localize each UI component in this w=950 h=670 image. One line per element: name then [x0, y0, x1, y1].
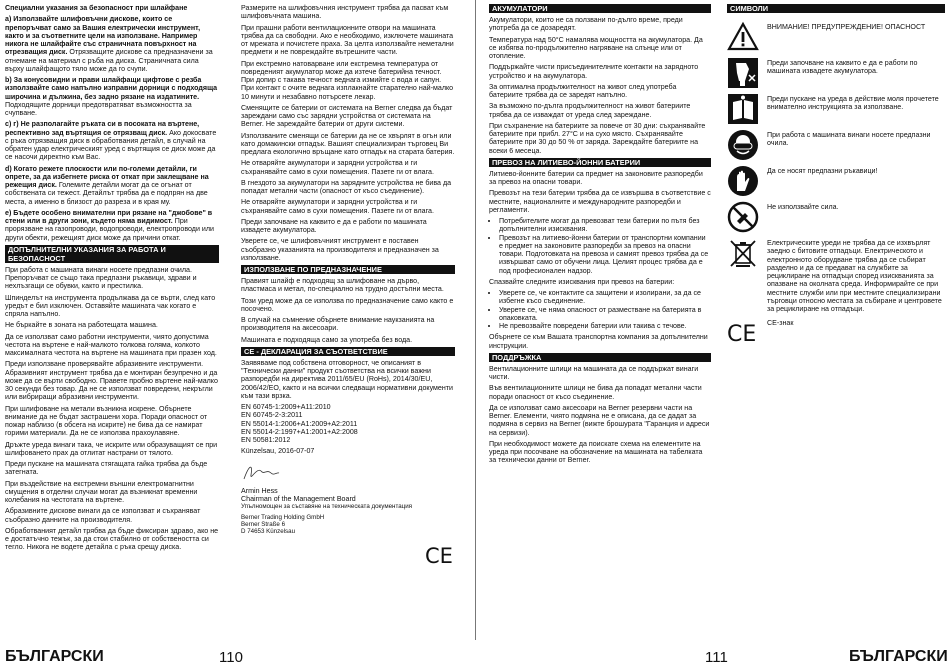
bullet-list	[489, 289, 711, 330]
safety-goggles-icon	[727, 129, 759, 161]
list-item: • Превозът на литиево-йонни батерии от транспортни компании е предмет на законовите разпоредби за превоз на опасни товари. Подготовката на превоза и самият превоз трябва да се извършват само от обучени лица. Целият процес трябва да е под професионален надзор.	[499, 234, 711, 275]
rule-d: d) Когато режете плоскости или по-големи детайли, ги опрете, за да избегнете риска от откат при заклещване на режещия диск. Големите детайли могат да се огънат от собствената си тежест. Детайлът трябва да е подпрян на две места, а именно в близост до разреза и в края му.	[5, 164, 209, 206]
paragraph: Сменящите се батерии от системата на Berner следва да бъдат зареждани само със зарядни устройства от системата на Berner. Не зареждайте батерии от други системи.	[241, 103, 453, 129]
svg-text:CE: CE	[727, 322, 757, 348]
paragraph: Температура над 50°C намалява мощността на акумулатора. Да се избягва по-продължително нагряване на слънце или от отопление.	[489, 35, 703, 60]
paragraph: Шпинделът на инструмента продължава да се върти, след като уредът е бил изключен. Оставяйте машината чак когато е спряла напълно.	[5, 293, 216, 318]
section-heading-use: ИЗПОЛЗВАНЕ ПО ПРЕДНАЗНАЧЕНИЕ	[241, 265, 455, 274]
paragraph: Правият шлайф е подходящ за шлифоване на дърво, пластмаса и метал, по-специално на трудно достъпни места.	[241, 277, 444, 294]
symbol-row-goggles	[727, 129, 945, 161]
company-line: D 74653 Künzelsau	[241, 528, 296, 536]
remove-battery-icon	[727, 57, 759, 89]
section-heading-symbols: СИМВОЛИ	[727, 4, 945, 13]
symbol-row-weee	[727, 237, 945, 313]
paragraph: Обърнете се към Вашата транспортна компания за допълнителни инструкции.	[489, 333, 708, 350]
symbol-text: Електрическите уреди не трябва да се изхвърлят заедно с битовите отпадъци. Електрическото и електронното оборудване трябва да се събират разделно и да се предават на службите за рециклиране на отпадъци според изискванията за опазване на околната среда. Информирайте се при местните служби или при местните специализирани търговци относно местата за събиране и центровете за рециклиране на отпадъци.	[767, 239, 942, 313]
symbol-row-manual	[727, 93, 945, 125]
intro-title: Специални указания за безопасност при шлайфане	[5, 4, 188, 12]
signer-name: Armin Hess	[241, 486, 278, 495]
rule-e: e) Бъдете особено внимателни при рязане на "джобове" в стени или в други зони, където няма видимост. При прорязване на газопроводи, водопроводи, електропроводи или други обекти, режещият диск може да причини откат.	[5, 208, 214, 242]
paragraph: Абразивните дискове винаги да се използват и съхраняват съобразно данните на производителя.	[5, 507, 201, 524]
paragraph: При работа с машината винаги носете предпазни очила. Препоръчват се също така предпазни ръкавици, здрави и нехлъзгащи се обувки, както и престилка.	[5, 265, 197, 291]
svg-text:CE: CE	[425, 544, 453, 566]
paragraph: Обработваният детайл трябва да бъде фиксиран здраво, ако не е достатъчно тежък, за да стои стабилно от собствеността си тегло. Никога не водете детайла с ръка срещу диска.	[5, 526, 219, 552]
list-item: • Не превозвайте повредени батерии или такива с течове.	[499, 322, 711, 330]
paragraph: Превозът на тези батерии трябва да се извършва в съответствие с местните, националните и международните разпоредби и регламенти.	[489, 189, 711, 214]
paragraph: За възможно по-дълга продължителност на живот батериите трябва да се изваждат от уреда след зареждане.	[489, 102, 691, 119]
paragraph: Машината е подходяща само за употреба без вода.	[241, 335, 413, 344]
symbol-row-warning	[727, 21, 945, 53]
symbol-text: При работа с машината винаги носете предпазни очила.	[767, 131, 931, 148]
paragraph: Този уред може да се използва по предназначение само както е посочено.	[241, 296, 454, 313]
paragraph: Използваните сменящи се батерии да не се хвърлят в огън или като домакински отпадък. Вашият специализиран търговец Ви предлага екологично връщане като отпадък на старата батерия.	[241, 131, 455, 156]
section-heading-accumulators: АКУМУЛАТОРИ	[489, 4, 711, 13]
column-1	[5, 4, 219, 555]
safety-gloves-icon	[727, 165, 759, 197]
list-item: • Уверете се, че няма опасност от разместване на батерията в опаковката.	[499, 306, 711, 323]
ce-mark-icon	[727, 317, 759, 349]
paragraph: Да се използват само работни инструменти, чиято допустима честота на въртене е най-малкото толкова голяма, колкото максималната честота на въртене на машината при празен ход.	[5, 332, 217, 357]
paragraph: Размерите на шлифовъчния инструмент трябва да пасват към шлифовъчната машина.	[241, 4, 449, 21]
paragraph: Литиево-йонните батерии са предмет на законовите разпоредби за превоз на опасни товари.	[489, 169, 703, 186]
symbol-row-no-force	[727, 201, 945, 233]
paragraph: Не бъркайте в зоната на работещата машина.	[5, 321, 158, 330]
column-4	[727, 4, 945, 353]
paragraph: Спазвайте следните изисквания при превоз на батерии:	[489, 277, 675, 286]
ce-mark-icon	[424, 544, 454, 566]
standard-item: EN 55014-2:1997+A1:2001+A2:2008	[241, 427, 358, 436]
paragraph: При прашни работи вентилационните отвори на машината трябва да са свободни. Ако е необходимо, изключете машината от мрежата и почистете праха. За целта използвайте неметални предмети и не повреждайте вътрешните части.	[241, 23, 454, 57]
page-number-left: 110	[219, 649, 243, 666]
paragraph: При шлифоване на метали възникна искрене. Обърнете внимание да не бъдат застрашени хора. Поради опасност от пожар наблизо (в обсега на искрите) не бива да се намират горими материали. Да не се използва прахоулавяне.	[5, 404, 208, 438]
section-heading-ce: CE - ДЕКЛАРАЦИЯ ЗА СЪОТВЕТСТВИЕ	[241, 347, 455, 356]
list-item: • Уверете се, че контактите са защитени и изолирани, за да се избегне късо съединение.	[499, 289, 711, 306]
paragraph: Не отваряйте акумулатори и зарядни устройства и ги съхранявайте само в сухи помещения. Пазете ги от влага.	[241, 159, 434, 176]
page-divider	[475, 0, 476, 640]
section-heading-maintenance: ПОДДРЪЖКА	[489, 353, 711, 362]
place-date: Künzelsau, 2016-07-07	[241, 447, 315, 456]
documentation-note: Упълномощен за съставяне на техническата документация	[241, 503, 413, 511]
signature-image	[241, 461, 281, 483]
paragraph: При въздействие на екстремни външни електромагнитни смущения в отделни случаи могат да възникнат временни колебания на честотата на въртене.	[5, 479, 198, 504]
footer-language-left: БЪЛГАРСКИ	[5, 648, 104, 665]
paragraph: Във вентилационните шлици не бива да попадат метални части поради опасност от късо съединение.	[489, 384, 702, 401]
paragraph: Акумулатори, които не са ползвани по-дълго време, преди употреба да се дозаредят.	[489, 16, 683, 33]
symbol-text: Да се носят предпазни ръкавици!	[767, 167, 878, 175]
paragraph: Преди пускане на машината стягащата гайка трябва да бъде затегната.	[5, 460, 208, 477]
rule-b: b) За конусовидни и прави шлайфащи цифтове с резба използвайте само напълно изправни дорници с подходяща широчина и дължина, без задно рязане на издатините. Подходящите дорници предотвратяват възможността за счупване.	[5, 76, 218, 117]
symbol-text: CE-знак	[767, 319, 794, 328]
paragraph: При необходимост можете да поискате схема на елементите на уреда при посочване на обозначение на машината на табелката за технически данни от Berner.	[489, 439, 703, 465]
standards-list	[241, 403, 455, 444]
paragraph: Поддържайте чисти присъединителните контакти на зарядното устройство и на акумулатора.	[489, 63, 699, 80]
symbol-text: Преди започване на каквито е да е работи по машината извадете акумулатора.	[767, 59, 918, 76]
rule-c: c) г) Не разполагайте ръката си в посоката на въртене, респективно зад въртящия се отрязващ диск. Ако докосвате с ръка отрязващия диск в обработвания детайл, в случай на обратен удар електрическият уред с въртящия се диск може да се насочи директно към Вас.	[5, 120, 217, 162]
paragraph: Преди започване на каквито е да е работи по машината извадете акумулатора.	[241, 217, 427, 234]
paragraph: Дръжте уреда винаги така, че искрите или образуващият се при шлифоването прах да отлитат настрани от тялото.	[5, 440, 218, 457]
standard-item: EN 50581:2012	[241, 436, 291, 444]
symbol-text: Не използвайте сила.	[767, 203, 839, 211]
paragraph: Вентилационните шлици на машината да се поддържат винаги чисти.	[489, 364, 699, 381]
paragraph: Уверете се, че шлифовъчният инструмент е поставен съобразно указанията на производителя и предназначен за използване.	[241, 237, 439, 262]
symbol-row-remove-battery	[727, 57, 945, 89]
column-2	[241, 4, 455, 566]
warning-triangle-icon	[727, 21, 759, 53]
page-number-right: 111	[705, 649, 728, 666]
paragraph: При екстремно натоварване или екстремна температура от повреденият акумулатор може да изтече батерийна течност. При допир с такава течност веднага измийте с вода и сапун. При контакт с очите веднага изплакнайте старателно най-малко 10 минути и незабавно потърсете лекар.	[241, 59, 454, 101]
company-line: Berner Trading Holding GmbH	[241, 513, 325, 521]
bullet-list	[489, 217, 711, 275]
section-heading-transport: ПРЕВОЗ НА ЛИТИЕВО-ЙОННИ БАТЕРИИ	[489, 158, 711, 167]
rule-a: a) Използвайте шлифовъчни дискове, които се препоръчват само за Вашия електрически инструмент, както и за съответните цели на използване. Например никога не шлайфайте със страничната повърхност на отрезващия диск. Отрязващите дискове са предназначени за отнемане на материал с ръба на диска. Страничната сила върху шлайфащото тяло може да го счупи.	[5, 15, 213, 73]
standard-item: EN 60745-2-3:2011	[241, 411, 303, 420]
crossed-bin-icon	[727, 237, 759, 269]
standard-item: EN 55014-1:2006+A1:2009+A2:2011	[241, 419, 358, 428]
section-heading-additional: ДОПЪЛНИТЕЛНИ УКАЗАНИЯ ЗА РАБОТА И БЕЗОПАСНОСТ	[5, 245, 219, 263]
symbol-text: ВНИМАНИЕ! ПРЕДУПРЕЖДЕНИЕ! ОПАСНОСТ	[767, 23, 926, 31]
paragraph: В случай на съмнение обърнете внимание наукзанията на производителя на аксесоари.	[241, 316, 435, 333]
paragraph: Не отваряйте акумулатори и зарядни устройства и ги съхранявайте само в сухи помещения. Пазете ги от влага.	[241, 198, 434, 215]
paragraph: За оптимална продължителност на живот след употреба батериите трябва да се заредят напълно.	[489, 82, 677, 99]
symbol-text: Преди пускане на уреда в действие моля прочетете внимателно инструкцията за използване.	[767, 95, 939, 112]
paragraph: Заявяваме под собствена отговорност, че описаният в "Технически данни" продукт съответства на всички важни разпоредби на директива 2011/65/EU (RoHs), 2014/30/EU, 2006/42/EO, както и на всички следващи нормативни документи към тази врзка.	[241, 358, 453, 400]
paragraph: Преди използване проверявайте абразивните инструменти. Абразивният инструмент трябва да е монтиран безупречно и да може да се върти свободно. Правете пробно въртене най-малко 30 секунди без товар. Да не се използват повредени, некръгли или вибриращи абразивни инструменти.	[5, 360, 218, 402]
paragraph: При съхранение на батериите за повече от 30 дни: съхранявайте батериите при прибл. 27°C и на сухо място. Съхранявайте батериите при 30 до 50 % от заряда. Зареждайте батериите на всеки 6 месеца.	[489, 121, 706, 155]
column-3	[489, 4, 711, 468]
no-force-icon	[727, 201, 759, 233]
footer-language-right: БЪЛГАРСКИ	[849, 648, 948, 665]
symbol-row-ce	[727, 317, 945, 349]
paragraph: Да се използват само аксесоари на Berner резервни части на Berner. Елементи, чиято подмяна не е описана, да се дадат за подмяна в сервиз на Berner (вижте брошурата "Гаранция и адреси на сервизи).	[489, 403, 710, 437]
paragraph: В гнездото за акумулатори на зарядните устройства не бива да попадат метални части (опасност от късо съединение).	[241, 178, 452, 195]
symbol-row-gloves	[727, 165, 945, 197]
list-item: • Потребителите могат да превозват тези батерии по пътя без допълнителни изисквания.	[499, 217, 711, 234]
signer-role: Chairman of the Management Board	[241, 495, 356, 503]
read-manual-icon	[727, 93, 759, 125]
company-line: Berner Straße 6	[241, 521, 286, 529]
standard-item: EN 60745-1:2009+A11:2010	[241, 403, 331, 411]
